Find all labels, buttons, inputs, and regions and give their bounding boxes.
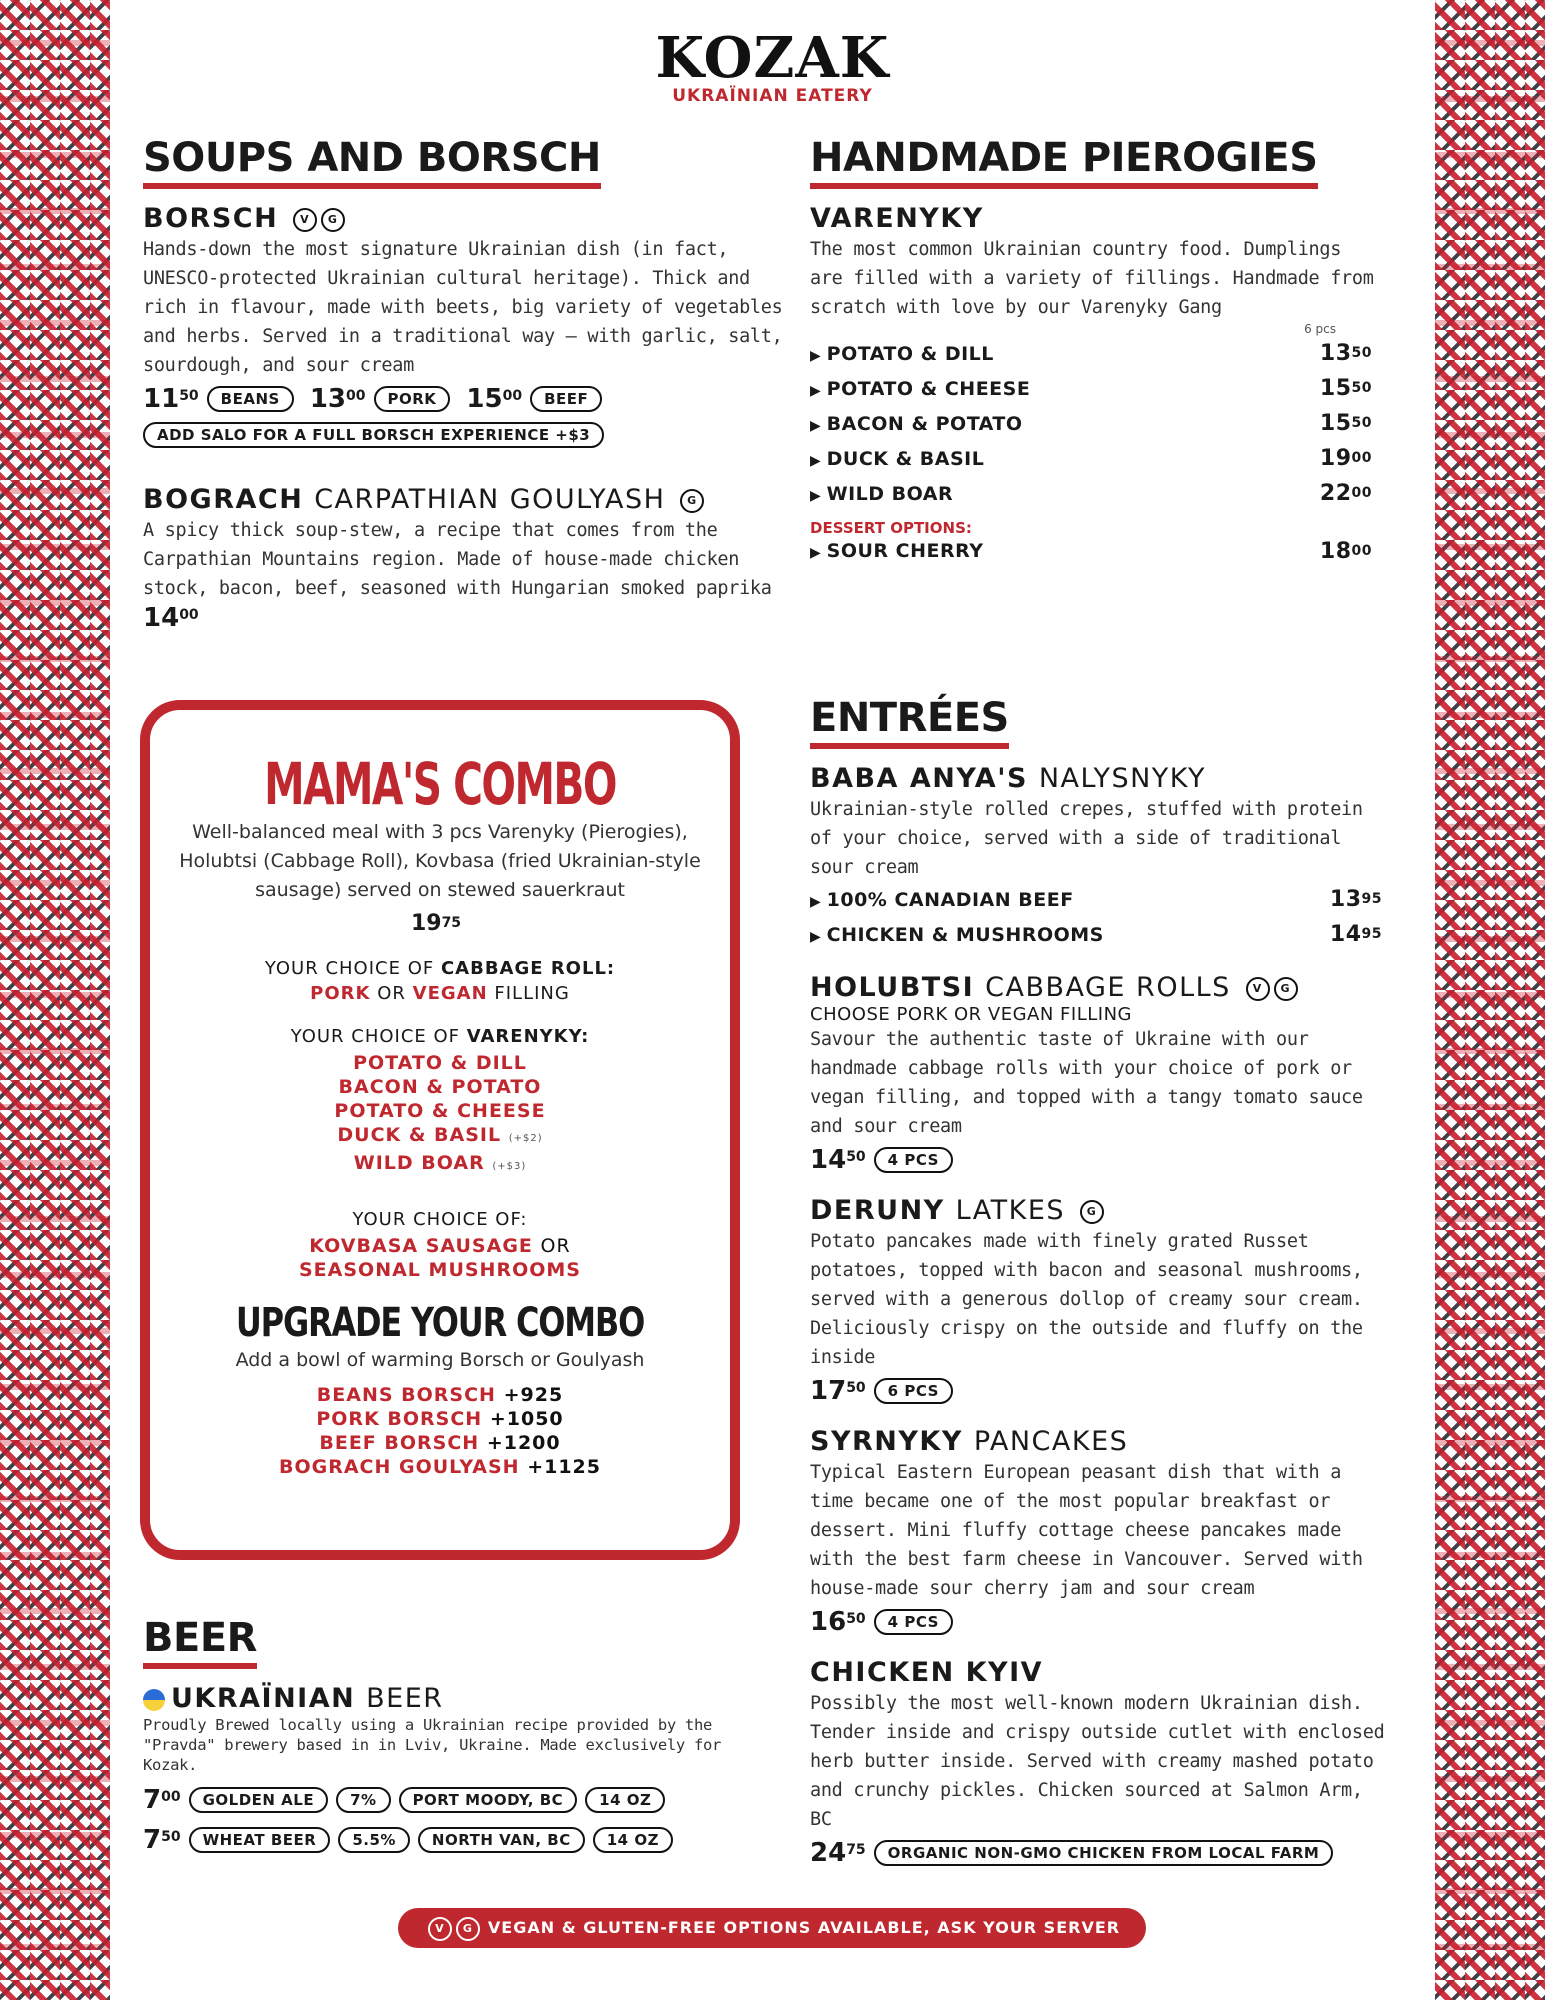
gluten-free-icon: G — [321, 208, 345, 232]
gluten-free-icon: G — [1080, 1200, 1104, 1224]
list-item: PORK BORSCH +1050 — [316, 1408, 564, 1430]
beer-title: UKRAÏNIAN BEER — [143, 1683, 783, 1715]
combo-price: $19^{75}$ — [410, 911, 462, 936]
upgrade-list — [150, 1383, 730, 1479]
embroidery-border-left — [0, 0, 110, 2000]
deruny-desc: Potato pancakes made with finely grated Russet potatoes, topped with bacon and seasonal mushrooms, served with a generous dollop of creamy sour cream. Deliciously crispy on the outside and fluffy on the inside — [810, 1231, 1363, 1368]
list-item: BEEF BORSCH +1200 — [319, 1432, 561, 1454]
nalysnyky-desc: Ukrainian-style rolled crepes, stuffed with protein of your choice, served with a side of traditional sour cream — [810, 799, 1363, 878]
soups-heading: SOUPS AND BORSCH — [143, 135, 601, 189]
holubtsi-sub: CHOOSE PORK OR VEGAN FILLING — [810, 1004, 1132, 1025]
kyiv-price: $24^{75}$ — [810, 1838, 866, 1868]
kyiv-tag: ORGANIC NON-GMO CHICKEN FROM LOCAL FARM — [874, 1840, 1334, 1866]
list-item: ▶ CHICKEN & MUSHROOMS $14^{95}$ — [810, 917, 1390, 952]
beef-tag: BEEF — [530, 386, 602, 412]
list-item: ▶ DUCK & BASIL $19^{00}$ — [810, 441, 1380, 476]
nalysnyky-title: BABA ANYA'S NALYSNYKY — [810, 763, 1207, 794]
beer-tag: 5.5% — [338, 1827, 410, 1853]
combo-varenyky-list — [150, 1051, 730, 1179]
beer-tag: 14 OZ — [593, 1827, 673, 1853]
pork-tag: PORK — [374, 386, 451, 412]
list-item: ▶ 100% CANADIAN BEEF $13^{95}$ — [810, 882, 1390, 917]
entrees-heading: ENTRÉES — [810, 695, 1009, 749]
beer-tag: GOLDEN ALE — [189, 1787, 329, 1813]
logo-sub: UKRAÏNIAN EATERY — [672, 86, 873, 106]
combo-title: MAMA'S COMBO — [264, 750, 616, 818]
list-item: ▶ BACON & POTATO $15^{50}$ — [810, 406, 1380, 441]
holubtsi-title: HOLUBTSI CABBAGE ROLLS V G — [810, 972, 1390, 1004]
list-item: DUCK & BASIL (+$2) — [337, 1124, 543, 1146]
choice-a: KOVBASA SAUSAGE OR — [309, 1235, 571, 1257]
varenyky-title: VARENYKY — [810, 203, 984, 234]
upgrade-title: UPGRADE YOUR COMBO — [235, 1300, 645, 1346]
beer-desc: Proudly Brewed locally using a Ukrainian recipe provided by the "Pravda" brewery based in in Lviv, Ukraine. Made exclusively for Kozak. — [143, 1716, 722, 1774]
list-item: BACON & POTATO — [338, 1076, 542, 1098]
beans-tag: BEANS — [207, 386, 294, 412]
holubtsi-price: $14^{50}$ — [810, 1145, 866, 1175]
beer-tag: WHEAT BEER — [189, 1827, 331, 1853]
footer-text: VEGAN & GLUTEN-FREE OPTIONS AVAILABLE, ASK YOUR SERVER — [487, 1918, 1121, 1937]
vegan-icon: V — [428, 1917, 452, 1941]
borsch-prices — [143, 384, 783, 414]
cabbage-options: PORK OR VEGAN FILLING — [310, 983, 570, 1004]
beer-heading: BEER — [143, 1615, 257, 1669]
beer-tag: 14 OZ — [585, 1787, 665, 1813]
kyiv-desc: Possibly the most well-known modern Ukrainian dish. Tender inside and crispy outside cutlet with enclosed herb butter inside. Served with creamy mashed potato and crunchy pickles. Chicken sourced at Salmon Arm, BC — [810, 1693, 1385, 1830]
holubtsi-desc: Savour the authentic taste of Ukraine with our handmade cabbage rolls with your choice of pork or vegan filling, and topped with a tangy tomato sauce and sour cream — [810, 1029, 1363, 1137]
bograch-title-light: CARPATHIAN GOULYASH — [314, 484, 666, 515]
vegan-icon: V — [1246, 977, 1270, 1001]
borsch-price-beef: $15^{00}$ — [466, 384, 523, 414]
choice-label: YOUR CHOICE OF: — [352, 1209, 528, 1230]
borsch-title-text: BORSCH — [143, 203, 279, 234]
pierogies-section — [810, 135, 1380, 565]
combo-box — [140, 700, 740, 1560]
logo-name: KOZAK — [655, 25, 890, 91]
salo-tag: ADD SALO FOR A FULL BORSCH EXPERIENCE +$3 — [143, 422, 604, 448]
borsch-price-beans: $11^{50}$ — [143, 384, 199, 414]
syrnyky-title: SYRNYKY PANCAKES — [810, 1426, 1129, 1457]
bograch-title-bold: BOGRACH — [143, 484, 304, 515]
cabbage-label: YOUR CHOICE OF CABBAGE ROLL: — [264, 958, 616, 979]
borsch-desc: Hands-down the most signature Ukrainian dish (in fact, UNESCO-protected Ukrainian cultural heritage). Thick and rich in flavour, made with beets, big variety of vegetables and herbs. Served in a traditional way – with garlic, salt, sourdough, and sour cream — [143, 239, 783, 376]
deruny-title: DERUNY LATKES G — [810, 1195, 1390, 1227]
list-item: ▶ POTATO & DILL $13^{50}$ — [810, 336, 1380, 371]
beer-tag: PORT MOODY, BC — [399, 1787, 578, 1813]
soups-section — [143, 135, 783, 633]
syrnyky-price: $16^{50}$ — [810, 1607, 866, 1637]
gluten-free-icon: G — [1274, 977, 1298, 1001]
beer-tag: NORTH VAN, BC — [418, 1827, 585, 1853]
bograch-price: $14^{00}$ — [143, 603, 199, 633]
combo-desc: Well-balanced meal with 3 pcs Varenyky (Pierogies), Holubtsi (Cabbage Roll), Kovbasa (fried Ukrainian-style sausage) served on stewed sauerkraut — [179, 821, 701, 901]
choice-b: SEASONAL MUSHROOMS — [299, 1259, 581, 1281]
varenyky-label: YOUR CHOICE OF VARENYKY: — [290, 1026, 590, 1047]
bograch-title — [143, 484, 783, 516]
list-item: BOGRACH GOULYASH +1125 — [278, 1456, 601, 1478]
dessert-label: DESSERT OPTIONS: — [810, 519, 972, 537]
deruny-price: $17^{50}$ — [810, 1376, 866, 1406]
beer-row: $7^{50}$ WHEAT BEER 5.5% NORTH VAN, BC 14 OZ — [143, 1825, 783, 1855]
ukraine-heart-icon — [143, 1689, 165, 1711]
varenyky-list — [810, 336, 1380, 511]
deruny-tag: 6 PCS — [874, 1378, 953, 1404]
beer-section — [143, 1615, 783, 1855]
varenyky-desc: The most common Ukrainian country food. Dumplings are filled with a variety of fillings. Handmade from scratch with love by our Varenyky Gang — [810, 239, 1374, 318]
syrnyky-tag: 4 PCS — [874, 1609, 953, 1635]
dessert-item: ▶ SOUR CHERRY $18^{00}$ — [810, 537, 1380, 565]
gluten-free-icon: G — [456, 1917, 480, 1941]
gluten-free-icon: G — [680, 489, 704, 513]
kyiv-title: CHICKEN KYIV — [810, 1657, 1044, 1688]
list-item: WILD BOAR (+$3) — [353, 1152, 527, 1174]
vegan-icon: V — [293, 208, 317, 232]
holubtsi-tag: 4 PCS — [874, 1147, 953, 1173]
borsch-price-pork: $13^{00}$ — [309, 384, 366, 414]
upgrade-desc: Add a bowl of warming Borsch or Goulyash — [235, 1349, 645, 1371]
beer-row: $7^{00}$ GOLDEN ALE 7% PORT MOODY, BC 14 OZ — [143, 1785, 783, 1815]
bograch-desc: A spicy thick soup-stew, a recipe that comes from the Carpathian Mountains region. Made of house-made chicken stock, bacon, beef, seasoned with Hungarian smoked paprika — [143, 520, 772, 599]
list-item: ▶ POTATO & CHEESE $15^{50}$ — [810, 371, 1380, 406]
borsch-title — [143, 203, 783, 235]
footer-banner — [398, 1908, 1146, 1948]
list-item: BEANS BORSCH +925 — [316, 1384, 564, 1406]
list-item: POTATO & CHEESE — [334, 1100, 546, 1122]
logo — [0, 25, 1545, 106]
pierogies-heading: HANDMADE PIEROGIES — [810, 135, 1318, 189]
list-item: POTATO & DILL — [353, 1052, 527, 1074]
syrnyky-desc: Typical Eastern European peasant dish that with a time became one of the most popular breakfast or dessert. Mini fluffy cottage cheese pancakes made with the best farm cheese in Vancouver. Served with house-made sour cherry jam and sour cream — [810, 1462, 1363, 1599]
pcs-label: 6 pcs — [1304, 322, 1336, 336]
list-item: ▶ WILD BOAR $22^{00}$ — [810, 476, 1380, 511]
embroidery-border-right — [1435, 0, 1545, 2000]
beer-tag: 7% — [336, 1787, 390, 1813]
entrees-section — [810, 695, 1390, 1868]
